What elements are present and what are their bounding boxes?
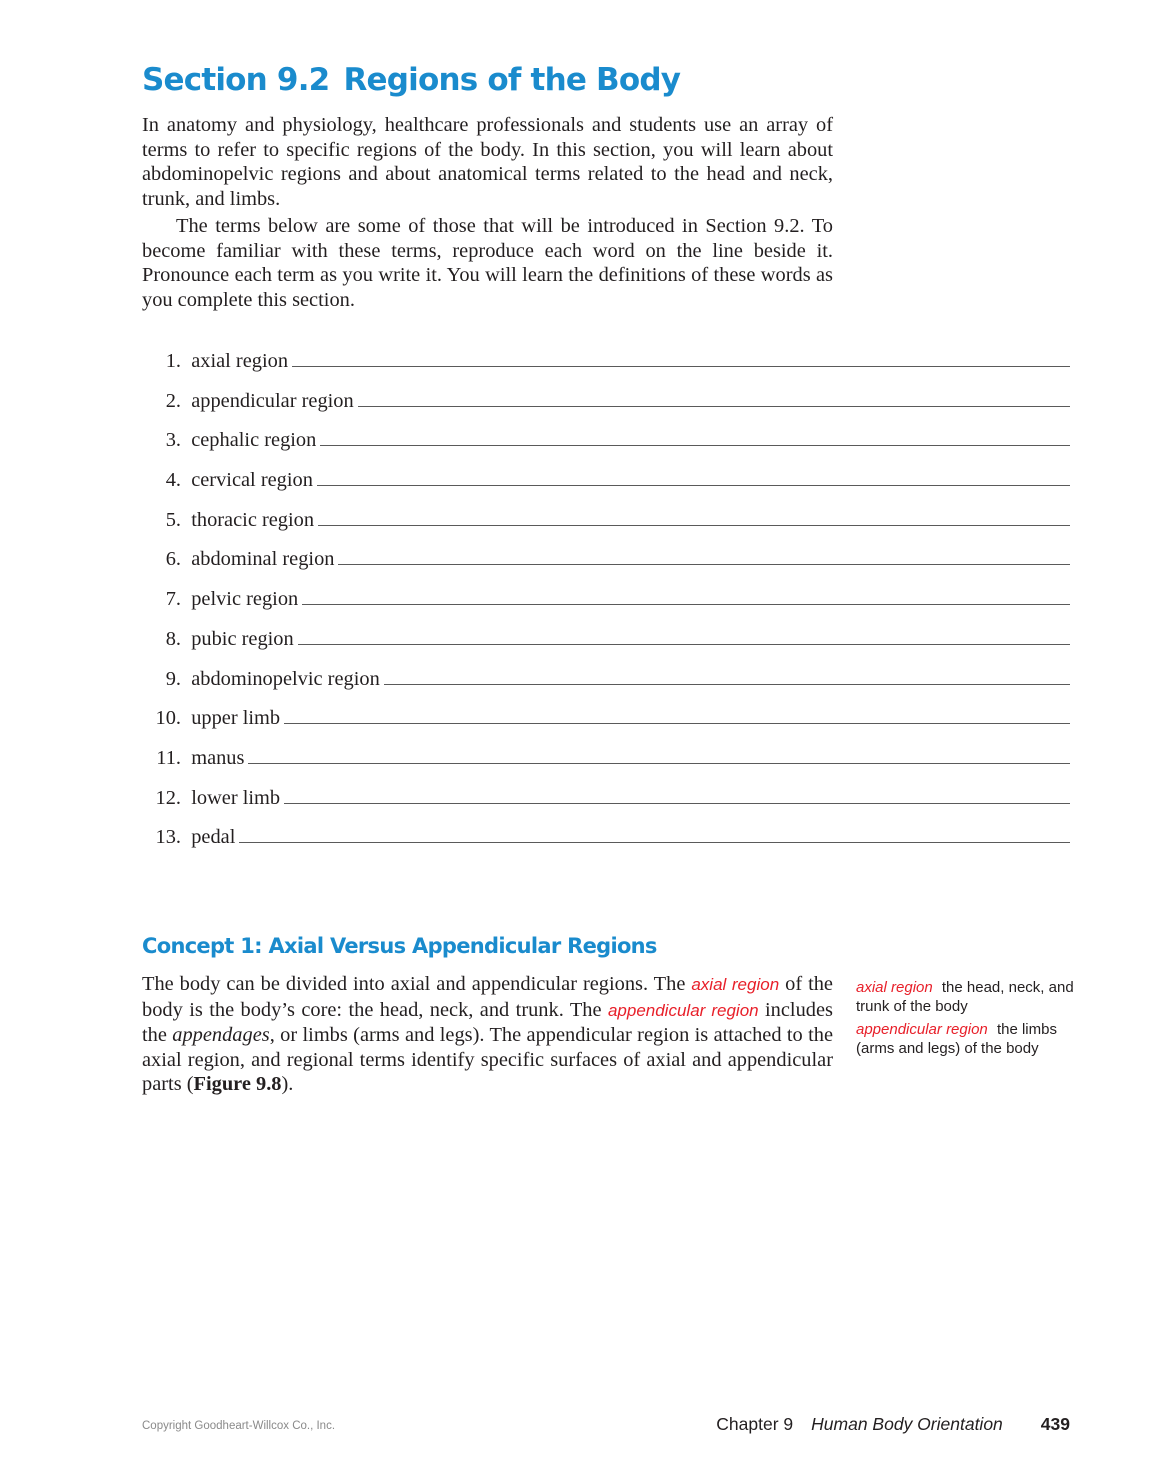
term-item <box>142 469 1070 509</box>
term-item <box>142 787 1070 827</box>
intro-text <box>142 113 833 312</box>
term-label: abdominal region <box>191 548 335 571</box>
term-write-line[interactable] <box>302 590 1070 605</box>
term-write-line[interactable] <box>318 511 1070 526</box>
intro-paragraph: The terms below are some of those that will be introduced in Section 9.2. To become familiar with these terms, reproduce each word on the line beside it. Pronounce each term as you write it. You will learn the definitions of these words as you complete this section. <box>142 215 833 311</box>
term-label: pubic region <box>191 627 294 650</box>
term-item <box>142 509 1070 549</box>
term-label: cervical region <box>191 469 313 492</box>
page-number: 439 <box>1040 1414 1070 1434</box>
term-item <box>142 707 1070 747</box>
term-item <box>142 548 1070 588</box>
term-practice-list <box>142 350 1070 866</box>
term-number: 8. <box>165 627 181 650</box>
term-label: pelvic region <box>191 588 299 611</box>
intro-paragraph: In anatomy and physiology, healthcare professionals and students use an array of terms to refer to specific regions of the body. In this section, you will learn about abdominopelvic regions and about anatomical terms related to the head and neck, trunk, and limbs. <box>142 114 833 210</box>
term-item <box>142 826 1070 866</box>
glossary-term: appendicular region <box>856 1021 988 1038</box>
term-number: 11. <box>156 746 181 769</box>
concept-text: of the body is the body’s core: the head, neck, and trunk. The <box>142 973 833 1021</box>
concept-text: includes the <box>142 998 833 1047</box>
term-label: upper limb <box>191 707 281 730</box>
term-write-line[interactable] <box>239 828 1070 843</box>
term-write-line[interactable] <box>338 550 1070 565</box>
term-number: 1. <box>165 350 181 372</box>
term-write-line[interactable] <box>284 789 1070 804</box>
footer-chapter-info <box>716 1414 1070 1435</box>
term-number: 12. <box>155 786 181 809</box>
term-number: 5. <box>165 508 181 531</box>
section-title: Regions of the Body <box>343 62 681 98</box>
term-write-line[interactable] <box>248 749 1070 764</box>
concept-heading: Concept 1: Axial Versus Appendicular Regions <box>142 934 657 958</box>
concept-text: , or limbs (arms and legs). The appendicular region is attached to the axial region, and regional terms identify specific surfaces of axial and appendicular parts ( <box>142 1024 833 1096</box>
footer-copyright: Copyright Goodheart-Willcox Co., Inc. <box>142 1420 336 1432</box>
term-label: axial region <box>191 350 289 372</box>
chapter-label: Chapter 9 <box>716 1414 794 1434</box>
term-label: thoracic region <box>191 508 315 531</box>
figure-reference: Figure 9.8 <box>193 1073 282 1096</box>
term-label: appendicular region <box>191 389 354 412</box>
term-number: 9. <box>165 667 181 690</box>
term-write-line[interactable] <box>320 431 1070 446</box>
term-write-line[interactable] <box>384 670 1070 685</box>
term-item <box>142 588 1070 628</box>
term-write-line[interactable] <box>292 352 1070 367</box>
term-write-line[interactable] <box>317 471 1070 486</box>
margin-glossary <box>856 979 1076 1063</box>
glossary-term: axial region <box>856 979 933 996</box>
term-item <box>142 350 1070 390</box>
term-number: 2. <box>165 389 181 412</box>
term-item <box>142 668 1070 708</box>
glossary-definition: the head, neck, and trunk of the body <box>856 979 1074 1015</box>
term-label: abdominopelvic region <box>191 667 380 690</box>
term-write-line[interactable] <box>298 630 1070 645</box>
term-item <box>142 429 1070 469</box>
section-number: Section 9.2 <box>142 62 330 98</box>
key-term-appendicular-region: appendicular region <box>607 1000 759 1020</box>
term-label: pedal <box>191 826 236 849</box>
term-item <box>142 747 1070 787</box>
term-label: lower limb <box>191 786 281 809</box>
glossary-entry <box>856 979 1076 1016</box>
term-number: 10. <box>155 707 181 730</box>
term-write-line[interactable] <box>284 709 1070 724</box>
glossary-entry <box>856 1021 1076 1058</box>
key-term-axial-region: axial region <box>691 975 780 994</box>
term-number: 7. <box>165 588 181 611</box>
concept-paragraph <box>142 972 833 1097</box>
term-item <box>142 390 1070 430</box>
term-number: 6. <box>165 548 181 571</box>
term-number: 3. <box>165 429 181 452</box>
page-title <box>142 62 680 98</box>
glossary-definition: the limbs (arms and legs) of the body <box>856 1021 1057 1057</box>
concept-text: ). <box>281 1073 294 1096</box>
term-write-line[interactable] <box>358 392 1070 407</box>
term-item <box>142 628 1070 668</box>
concept-text: The body can be divided into axial and appendicular regions. The <box>142 973 692 995</box>
emphasized-term: appendages <box>172 1024 270 1047</box>
term-number: 13. <box>155 826 181 849</box>
term-label: cephalic region <box>191 429 317 452</box>
chapter-title: Human Body Orientation <box>811 1414 1003 1434</box>
term-number: 4. <box>165 469 181 492</box>
term-label: manus <box>191 746 245 769</box>
